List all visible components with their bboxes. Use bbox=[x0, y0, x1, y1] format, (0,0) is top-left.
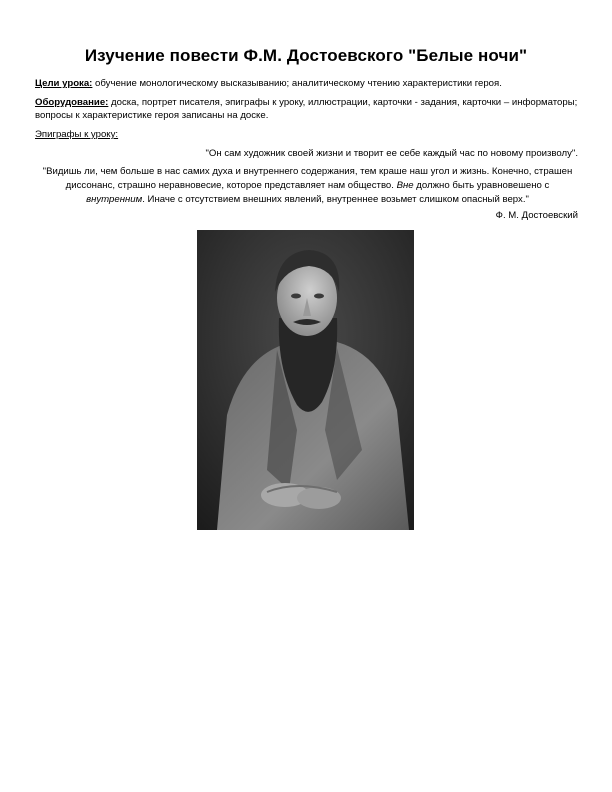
epigraph-1: "Он сам художник своей жизни и творит ее себе каждый час по новому произволу". bbox=[205, 148, 578, 159]
page-title: Изучение повести Ф.М. Достоевского "Белые ночи" bbox=[84, 46, 528, 65]
epigraphs-label: Эпиграфы к уроку: bbox=[35, 129, 119, 140]
lesson-equipment-text: доска, портрет писателя, эпиграфы к уроку, иллюстрации, карточки - задания, карточки – информаторы; вопросы к характеристике героя записаны на доске. bbox=[35, 97, 578, 121]
lesson-equipment-label: Оборудование: bbox=[35, 97, 109, 108]
epigraph-2 bbox=[35, 165, 580, 207]
epigraph-2-part-1: "Видишь ли, чем больше в нас самих духа и внутреннего содержания, тем краше наш угол и жизнь. Конечно, страшен диссонанс, страшно неравновесие, которое представляет нам общество. bbox=[42, 166, 573, 191]
lesson-equipment bbox=[35, 96, 580, 122]
epigraph-2-part-2: должно быть уравновешено с bbox=[413, 180, 550, 191]
lesson-goals-label: Цели урока: bbox=[35, 78, 93, 89]
author-portrait bbox=[197, 230, 414, 530]
lesson-goals-text: обучение монологическому высказыванию; аналитическому чтению характеристики героя. bbox=[92, 78, 502, 89]
lesson-goals bbox=[35, 77, 580, 90]
portrait-image bbox=[197, 230, 414, 530]
epigraph-author: Ф. М. Достоевский bbox=[495, 210, 578, 221]
epigraph-2-italic-2: внутренним bbox=[86, 194, 143, 205]
epigraph-2-part-3: . Иначе с отсутствием внешних явлений, внутреннее возьмет слишком опасный верх." bbox=[142, 194, 529, 205]
epigraph-2-italic-1: Вне bbox=[396, 180, 414, 191]
